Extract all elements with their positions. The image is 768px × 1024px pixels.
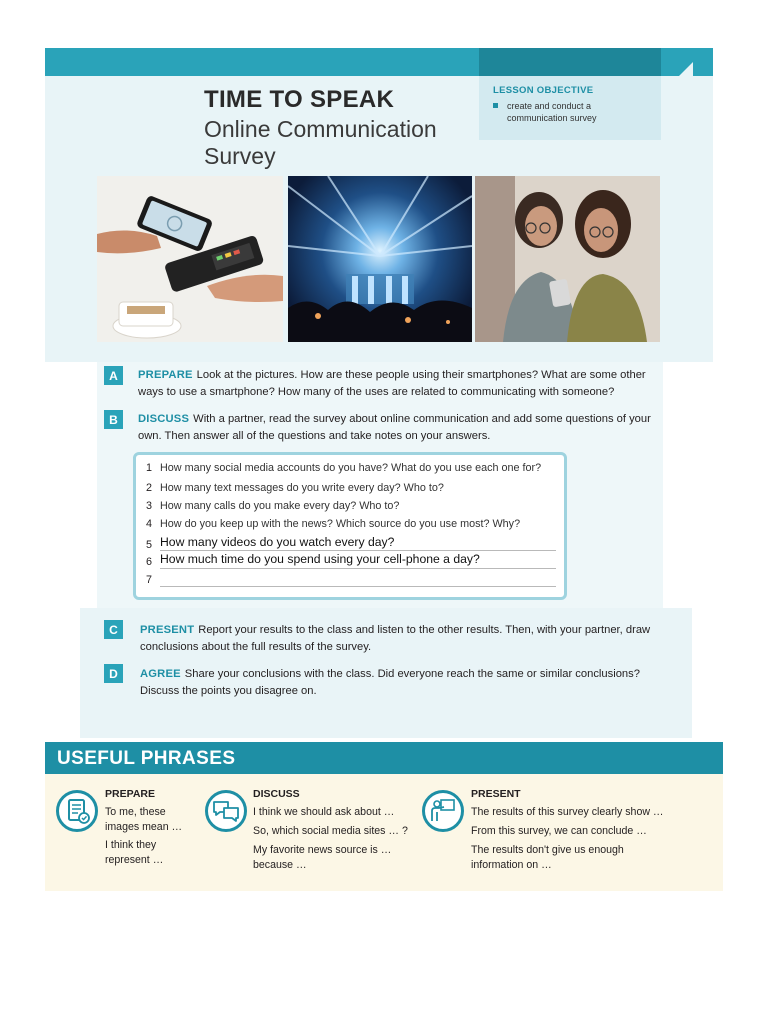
page-subtitle: Online Communication Survey [204, 116, 437, 169]
survey-number: 4 [146, 518, 153, 530]
step-c-paragraph [140, 622, 660, 656]
step-a-paragraph [138, 367, 662, 401]
survey-question-text: How many social media accounts do you have? What do you use each one for? [160, 462, 542, 474]
survey-question-1 [146, 462, 556, 474]
survey-question-3 [146, 500, 556, 512]
concert-illustration [288, 176, 472, 342]
survey-number: 3 [146, 500, 153, 512]
step-d-badge: D [104, 664, 123, 683]
answer-line [160, 568, 556, 569]
survey-question-text: How do you keep up with the news? Which source do you use most? Why? [160, 518, 521, 530]
phrases-present-line-2: From this survey, we can conclude … [471, 825, 647, 837]
lesson-objective-box [479, 76, 661, 140]
survey-number: 1 [146, 462, 153, 474]
survey-question-2 [146, 482, 556, 494]
concert-crowd-photo [288, 176, 472, 342]
lesson-objective-text: create and conduct a communication survey [507, 101, 597, 123]
step-c-badge: C [104, 620, 123, 639]
lesson-objective-heading: LESSON OBJECTIVE [493, 85, 594, 96]
step-d-keyword: AGREE [140, 668, 181, 680]
answer-line [160, 586, 556, 587]
phrases-present-line-3: The results don't give us enough information on … [471, 844, 624, 871]
survey-number: 6 [146, 556, 153, 568]
phrases-prepare-line-2: I think they represent … [105, 839, 164, 866]
survey-answer-field[interactable]: How much time do you spend using your cell-phone a day? [160, 552, 480, 566]
step-c-text: Report your results to the class and listen to the other results. Then, with your partner, draw conclusions about the full results of the survey. [140, 624, 651, 653]
phrases-discuss-line-2: So, which social media sites … ? [253, 825, 408, 837]
square-bullet-icon [493, 103, 498, 108]
contactless-payment-illustration [97, 176, 283, 342]
step-a-keyword: PREPARE [138, 369, 193, 381]
step-a-badge: A [104, 366, 123, 385]
survey-question-5[interactable] [146, 535, 556, 551]
survey-question-6[interactable] [146, 552, 556, 568]
phrases-discuss-heading: DISCUSS [253, 788, 300, 800]
banner-corner [679, 62, 693, 76]
survey-question-7[interactable] [146, 574, 556, 586]
survey-question-text: How many text messages do you write every day? Who to? [160, 482, 444, 494]
survey-answer-field[interactable]: How many videos do you watch every day? [160, 535, 395, 549]
survey-question-text: How many calls do you make every day? Who to? [160, 500, 400, 512]
phrases-prepare-heading: PREPARE [105, 788, 155, 800]
speech-bubbles-icon [205, 790, 247, 832]
phrases-discuss-line-3: My favorite news source is … because … [253, 844, 392, 871]
phrases-present-line-1: The results of this survey clearly show … [471, 806, 664, 818]
survey-number: 7 [146, 574, 153, 586]
step-b-text: With a partner, read the survey about online communication and add some questions of your own. Then answer all of the questions and take notes on your answers. [138, 413, 651, 442]
presenter-icon [422, 790, 464, 832]
lesson-objective-item [493, 100, 647, 124]
step-b-paragraph [138, 411, 656, 445]
survey-number: 2 [146, 482, 153, 494]
women-illustration [475, 176, 660, 342]
top-banner-accent [479, 48, 661, 76]
contactless-payment-photo [97, 176, 283, 342]
women-with-phone-photo [475, 176, 660, 342]
phrases-prepare-line-1: To me, these images mean … [105, 806, 183, 833]
useful-phrases-title: USEFUL PHRASES [57, 748, 236, 769]
step-c-keyword: PRESENT [140, 624, 195, 636]
step-a-text: Look at the pictures. How are these people using their smartphones? What are some other ways to use a smartphone? How many of the uses are related to communicating with someone? [138, 369, 646, 398]
page-title: TIME TO SPEAK [204, 86, 395, 113]
phrases-present-heading: PRESENT [471, 788, 521, 800]
answer-line [160, 550, 556, 551]
step-b-keyword: DISCUSS [138, 413, 190, 425]
step-d-paragraph [140, 666, 660, 700]
survey-question-4 [146, 518, 556, 530]
survey-number: 5 [146, 539, 153, 551]
step-d-text: Share your conclusions with the class. Did everyone reach the same or similar conclusions? Discuss the points you disagree on. [140, 668, 640, 697]
phrases-discuss-line-1: I think we should ask about … [253, 806, 395, 818]
document-icon [56, 790, 98, 832]
step-b-badge: B [104, 410, 123, 429]
